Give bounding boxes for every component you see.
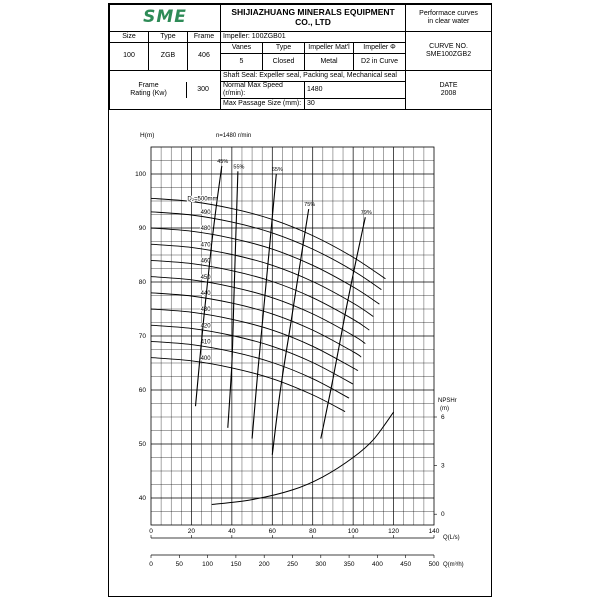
head-curve-label: 440 <box>200 291 211 298</box>
npsh-label-line1: NPSHr <box>438 398 457 404</box>
x-tick-label-m3h: 350 <box>343 561 355 568</box>
y-tick-label: 70 <box>138 333 146 340</box>
head-curve-label: 480 <box>200 226 211 233</box>
x-axis-label-m3h: Q(m³/h) <box>443 562 464 568</box>
logo-text: SME <box>143 7 187 28</box>
impeller-type-label: Type <box>263 43 305 54</box>
curve-no-value: SME100ZGB2 <box>425 51 472 58</box>
efficiency-curves <box>196 159 372 455</box>
head-curve-label: 400 <box>200 355 211 362</box>
x-tick-label-ls: 140 <box>428 528 440 535</box>
head-curve-label: D₂=500mm <box>187 196 218 203</box>
y-axis-label: H(m) <box>140 132 155 139</box>
perf-line2: in clear water <box>427 18 470 25</box>
vanes-label: Vanes <box>221 43 263 54</box>
passage-value: 30 <box>305 99 406 110</box>
speed-annotation: n=1480 r/min <box>216 133 252 139</box>
head-curve-0 <box>151 198 386 278</box>
company-line2: CO., LTD <box>295 17 331 27</box>
x-tick-label-m3h: 100 <box>202 561 214 568</box>
x-tick-label-m3h: 250 <box>287 561 298 568</box>
head-curve-label: 490 <box>200 210 211 217</box>
x-tick-label-m3h: 150 <box>230 561 242 568</box>
x-axis-label-ls: Q(L/s) <box>443 535 460 541</box>
date-label: DATE <box>439 82 458 89</box>
head-curve-label: 450 <box>200 274 211 281</box>
y-tick-label: 50 <box>138 441 146 448</box>
x-tick-label-m3h: 0 <box>149 561 153 568</box>
x-tick-label-ls: 60 <box>268 528 276 535</box>
npsh-tick-label: 6 <box>441 414 445 421</box>
npsh-label-line2: (m) <box>440 406 449 412</box>
type-value: ZGB <box>149 43 188 71</box>
impeller-material-label: Impeller Mat'l <box>305 43 354 54</box>
efficiency-curve-label: 65% <box>271 167 283 173</box>
y-tick-label: 100 <box>135 171 146 178</box>
efficiency-curve-1 <box>228 171 238 428</box>
x-tick-label-m3h: 200 <box>258 561 270 568</box>
passage-label: Max Passage Size (mm): <box>221 99 305 110</box>
efficiency-curve-label: 79% <box>360 210 372 217</box>
impeller-model: Impeller: 100ZGB01 <box>221 32 406 43</box>
size-label: Size <box>110 32 149 43</box>
head-curve-7 <box>151 309 358 371</box>
company-line1: SHIJIAZHUANG MINERALS EQUIPMENT <box>231 7 395 18</box>
grid <box>151 147 434 525</box>
head-curve-label: 430 <box>200 307 211 314</box>
x-tick-label-ls: 0 <box>149 528 153 535</box>
head-curve-label: 410 <box>200 339 211 346</box>
impeller-dia-label: Impeller Φ <box>354 43 406 54</box>
head-curve-5 <box>151 274 365 344</box>
x-tick-label-m3h: 450 <box>400 561 412 568</box>
type-label: Type <box>149 32 188 43</box>
head-curve-label: 460 <box>200 258 211 265</box>
npsh-tick-label: 3 <box>441 462 445 470</box>
y-tick-label: 80 <box>138 279 146 286</box>
date-value: 2008 <box>440 90 457 98</box>
vanes-value: 5 <box>221 54 263 71</box>
x-tick-label-ls: 120 <box>388 528 400 535</box>
x-tick-label-ls: 100 <box>347 528 359 535</box>
frame-rating-label1: Frame <box>138 82 159 89</box>
head-curve-label: 420 <box>200 323 211 330</box>
impeller-type-value: Closed <box>263 54 305 71</box>
efficiency-curve-label: 55% <box>233 164 245 171</box>
head-curves <box>151 197 386 412</box>
frame-rating-label2: Rating (Kw) <box>130 90 167 98</box>
frame-rating-value: 300 <box>187 82 219 98</box>
curve-no-label: CURVE NO. <box>429 42 468 50</box>
frame-label: Frame <box>188 32 221 43</box>
impeller-material-value: Metal <box>305 54 354 71</box>
head-curve-label: 470 <box>200 242 211 249</box>
x-tick-label-m3h: 500 <box>428 561 440 568</box>
x-tick-label-ls: 20 <box>187 528 196 535</box>
y-tick-label: 40 <box>138 495 146 502</box>
shaft-seal: Shaft Seal: Expeller seal, Packing seal, Mechanical seal <box>221 71 406 82</box>
speed-label: Normal Max Speed (r/min): <box>221 82 305 99</box>
x-tick-label-m3h: 400 <box>371 561 383 568</box>
x-tick-label-ls: 40 <box>228 528 236 535</box>
speed-value: 1480 <box>305 82 406 99</box>
x-tick-label-m3h: 50 <box>175 561 183 568</box>
impeller-dia-value: D2 in Curve <box>354 54 406 71</box>
npsh-tick-label: 0 <box>441 511 445 519</box>
y-tick-label: 60 <box>138 387 146 394</box>
efficiency-curve-label: 45% <box>217 158 229 165</box>
y-tick-label: 90 <box>138 225 146 232</box>
perf-line1: Performace curves <box>419 9 478 17</box>
size-value: 100 <box>110 43 149 71</box>
efficiency-curve-2 <box>252 174 276 439</box>
efficiency-curve-label: 75% <box>304 202 316 209</box>
x-tick-label-m3h: 300 <box>315 561 327 568</box>
x-tick-label-ls: 80 <box>309 528 317 535</box>
frame-value: 406 <box>188 43 221 71</box>
